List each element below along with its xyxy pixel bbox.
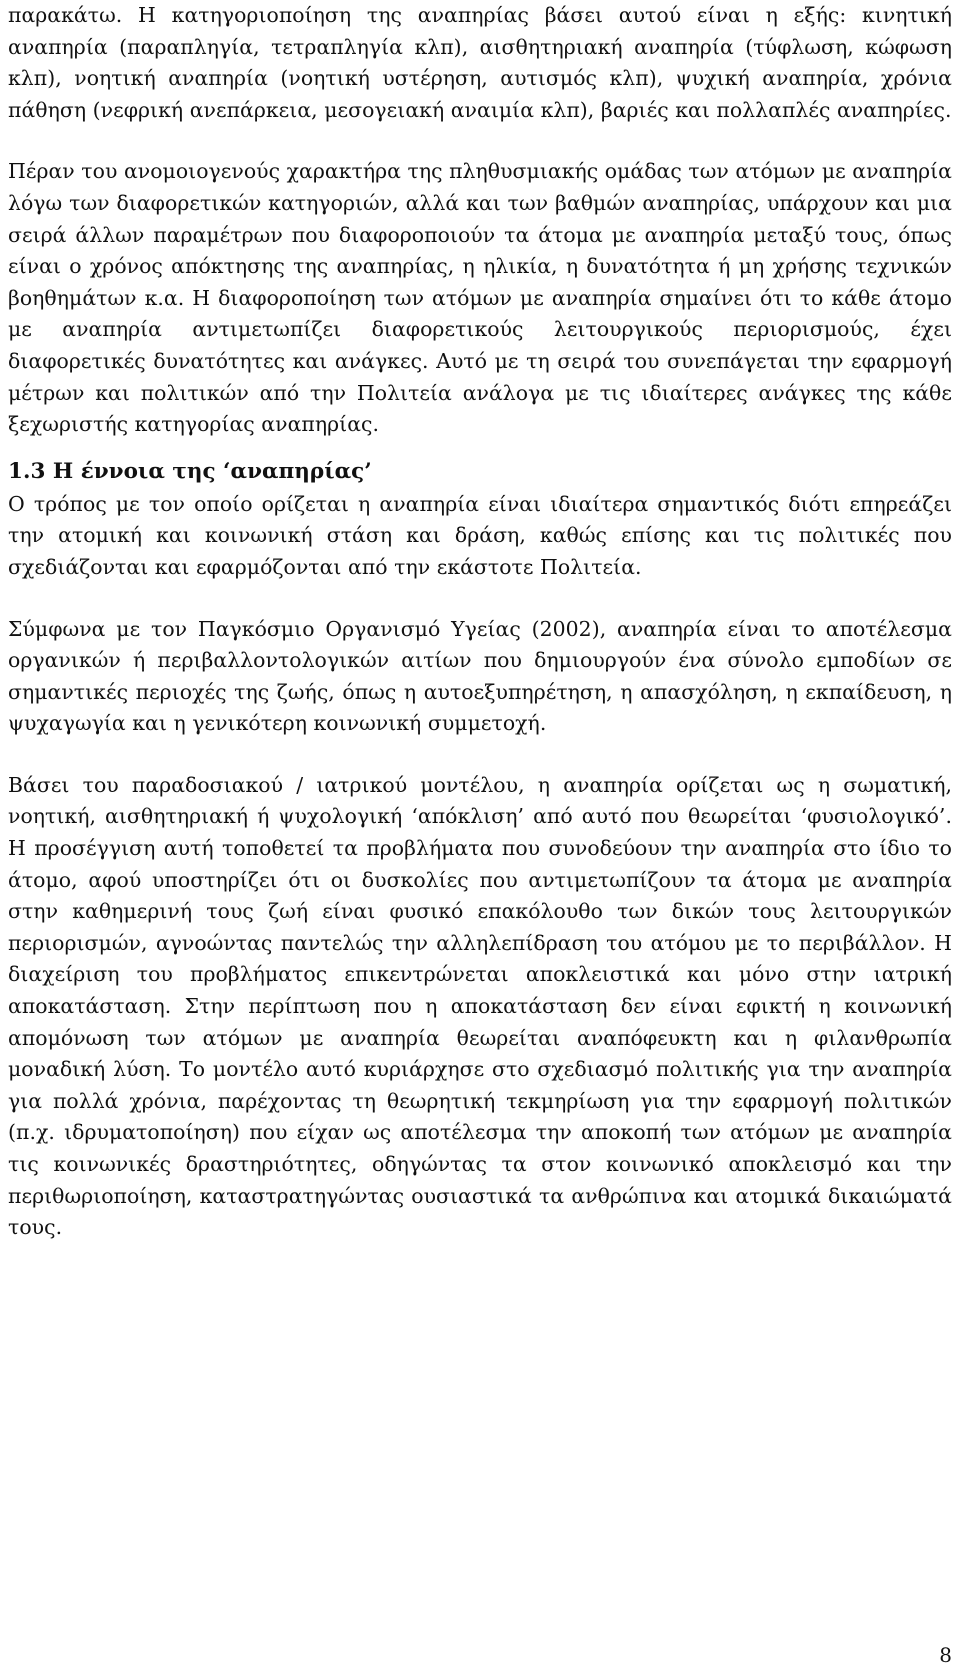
paragraph-heterogeneity: Πέραν του ανομοιογενούς χαρακτήρα της πληθυσμιακής ομάδας των ατόμων με αναπηρία λόγω των διαφορετικών κατηγοριών, αλλά και των βαθμών αναπηρίας, υπάρχουν και μια σειρά άλλων παραμέτρων που διαφοροποιούν τα άτομα με αναπηρία μεταξύ τους, όπως είναι ο χρόνος απόκτησης της αναπηρίας, η ηλικία, η δυνατότητα ή μη χρήσης τεχνικών βοηθημάτων κ.α. Η διαφοροποίηση των ατόμων με αναπηρία σημαίνει ότι το κάθε άτομο με αναπηρία αντιμετωπίζει διαφορετικούς λειτουργικούς περιορισμούς, έχει διαφορετικές δυνατότητες και ανάγκες. Αυτό με τη σειρά του συνεπάγεται την εφαρμογή μέτρων και πολιτικών από την Πολιτεία ανάλογα με τις ιδιαίτερες ανάγκες της κάθε ξεχωριστής κατηγορίας αναπηρίας.: [8, 159, 952, 437]
paragraph-categories: παρακάτω. Η κατηγοριοποίηση της αναπηρίας βάσει αυτού είναι η εξής: κινητική αναπηρία (παραπληγία, τετραπληγία κλπ), αισθητηριακή αναπηρία (τύφλωση, κώφωση κλπ), νοητική αναπηρία (νοητική υστέρηση, αυτισμός κλπ), ψυχική αναπηρία, χρόνια πάθηση (νεφρική ανεπάρκεια, μεσογειακή αναιμία κλπ), βαριές και πολλαπλές αναπηρίες.: [8, 3, 952, 122]
section-heading: 1.3 Η έννοια της ‘αναπηρίας’: [8, 458, 372, 484]
paragraph-spacer: [8, 740, 952, 770]
document-page: [8, 0, 952, 1244]
paragraph-spacer: [8, 584, 952, 614]
paragraph-definition-importance: Ο τρόπος με τον οποίο ορίζεται η αναπηρία είναι ιδιαίτερα σημαντικός διότι επηρεάζει την ατομική και κοινωνική στάση και δράση, καθώς επίσης και τις πολιτικές που σχεδιάζονται και εφαρμόζονται από την εκάστοτε Πολιτεία.: [8, 491, 952, 579]
paragraph-who-definition: Σύμφωνα με τον Παγκόσμιο Οργανισμό Υγείας (2002), αναπηρία είναι το αποτέλεσμα οργανικών ή περιβαλλοντολογικών αιτίων που δημιουργούν ένα σύνολο εμποδίων σε σημαντικές περιοχές της ζωής, όπως η αυτοεξυπηρέτηση, η απασχόληση, η εκπαίδευση, η ψυχαγωγία και η γενικότερη κοινωνική συμμετοχή.: [8, 616, 952, 736]
page-number: 8: [939, 1643, 952, 1667]
paragraph-spacer: [8, 126, 952, 156]
paragraph-medical-model: Βάσει του παραδοσιακού / ιατρικού μοντέλου, η αναπηρία ορίζεται ως η σωματική, νοητική, αισθητηριακή ή ψυχολογική ‘απόκλιση’ από αυτό που θεωρείται ‘φυσιολογικό’. Η προσέγγιση αυτή τοποθετεί τα προβλήματα που συνοδεύουν την αναπηρία στο ίδιο το άτομο, αφού υποστηρίζει ότι οι δυσκολίες που αντιμετωπίζουν τα άτομα με αναπηρία στην καθημερινή τους ζωή είναι φυσικό επακόλουθο των δικών τους λειτουργικών περιορισμών, αγνοώντας παντελώς την αλληλεπίδραση του ατόμου με το περιβάλλον. Η διαχείριση του προβλήματος επικεντρώνεται αποκλειστικά και μόνο στην ιατρική αποκατάσταση. Στην περίπτωση που η αποκατάσταση δεν είναι εφικτή η κοινωνική απομόνωση των ατόμων με αναπηρία θεωρείται αναπόφευκτη και η φιλανθρωπία μοναδική λύση. Το μοντέλο αυτό κυριάρχησε στο σχεδιασμό πολιτικής για την αναπηρία για πολλά χρόνια, παρέχοντας τη θεωρητική τεκμηρίωση για την εφαρμογή πολιτικών (π.χ. ιδρυματοποίηση) που είχαν ως αποτέλεσμα την αποκοπή των ατόμων με αναπηρία τις κοινωνικές δραστηριότητες, οδηγώντας τα στον κοινωνικό αποκλεισμό και την περιθωριοποίηση, καταστρατηγώντας ουσιαστικά τα ανθρώπινα και ατομικά δικαιώματά τους.: [8, 772, 952, 1240]
